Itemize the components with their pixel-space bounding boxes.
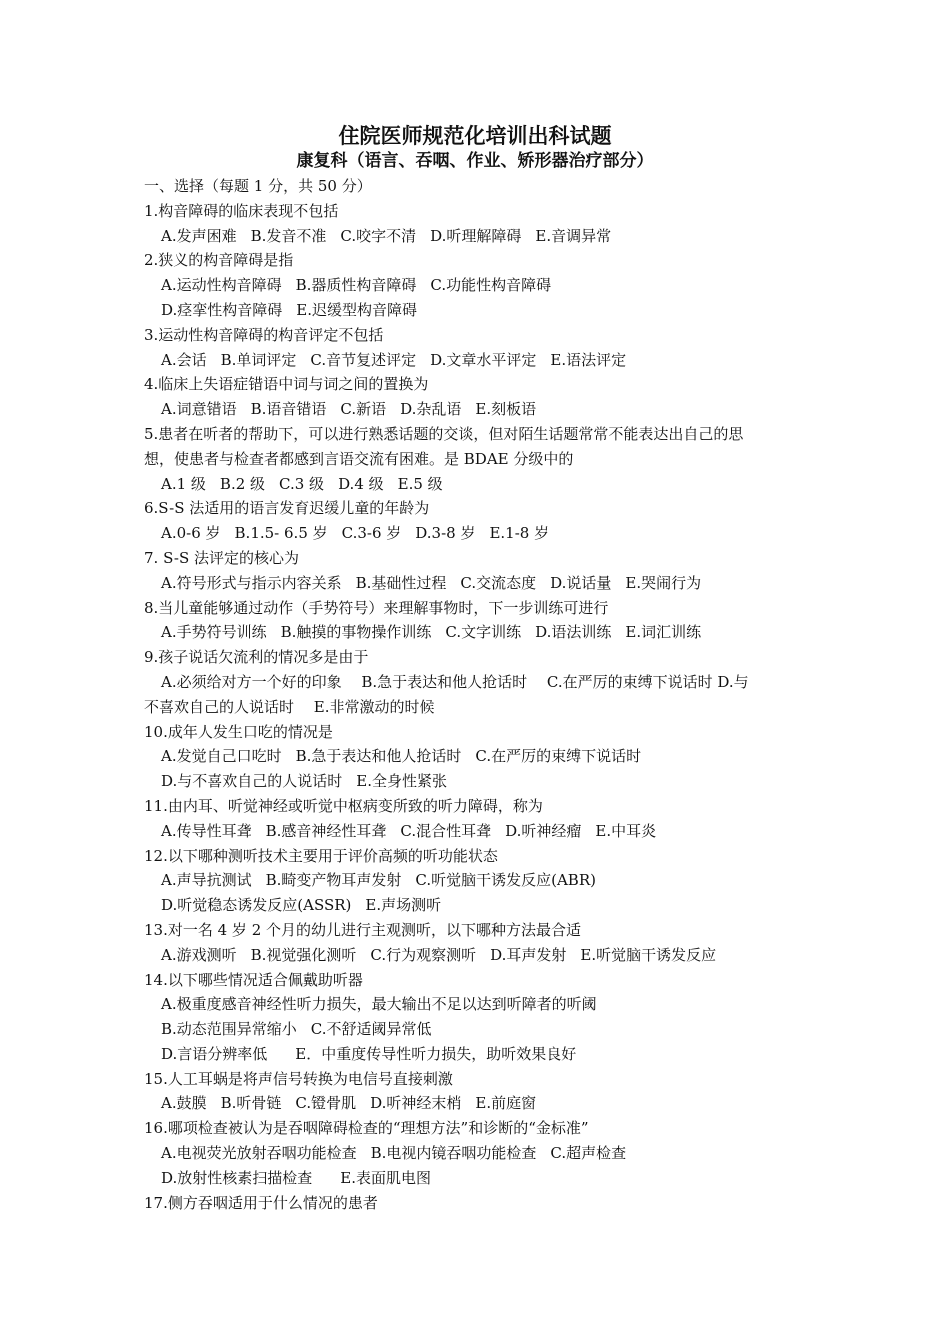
option: D.听觉稳态诱发反应(ASSR) bbox=[161, 896, 352, 915]
option: A.运动性构音障碍 bbox=[161, 276, 282, 295]
option: D.耳声发射 bbox=[490, 945, 567, 964]
option: B.发音不准 bbox=[250, 226, 327, 245]
option: D.语法训练 bbox=[535, 623, 612, 642]
section-heading: 一、选择（每题 1 分，共 50 分） bbox=[144, 177, 372, 195]
question-stem: 12.以下哪种测听技术主要用于评价高频的听功能状态 bbox=[144, 846, 498, 865]
option: D.说话量 bbox=[550, 573, 612, 592]
option-row bbox=[144, 273, 812, 298]
option: D.听神经瘤 bbox=[505, 821, 582, 840]
option: A.鼓膜 bbox=[161, 1094, 207, 1113]
option: B.视觉强化测听 bbox=[250, 945, 357, 964]
option: C.听觉脑干诱发反应(ABR) bbox=[415, 871, 596, 890]
option: D.放射性核素扫描检查 bbox=[161, 1168, 313, 1187]
option-row bbox=[144, 819, 812, 844]
question-stem: 14.以下哪些情况适合佩戴助听器 bbox=[144, 970, 363, 989]
option: E.听觉脑干诱发反应 bbox=[580, 945, 717, 964]
option: C.3 级 bbox=[279, 474, 325, 493]
option: B.基础性过程 bbox=[355, 573, 447, 592]
option: B.2 级 bbox=[219, 474, 266, 493]
option: C.交流态度 bbox=[460, 573, 537, 592]
option-row bbox=[144, 571, 812, 596]
option: B.电视内镜吞咽功能检查 bbox=[370, 1144, 537, 1163]
document-subtitle: 康复科（语言、吞咽、作业、矫形器治疗部分） bbox=[296, 151, 654, 171]
option-row bbox=[144, 472, 812, 497]
option-row: A.必须给对方一个好的印象 B.急于表达和他人抢话时 C.在严厉的束缚下说话时 D.与 bbox=[161, 672, 749, 691]
question-stem: 5.患者在听者的帮助下，可以进行熟悉话题的交谈，但对陌生话题常常不能表达出自己的思 bbox=[144, 424, 744, 443]
question-stem: 16.哪项检查被认为是吞咽障碍检查的“理想方法”和诊断的“金标准” bbox=[144, 1119, 589, 1138]
option-row bbox=[144, 1141, 812, 1166]
option: C.文字训练 bbox=[445, 623, 522, 642]
option: B.器质性构音障碍 bbox=[295, 276, 417, 295]
option-row: A.极重度感音神经性听力损失，最大输出不足以达到听障者的听阈 bbox=[161, 995, 597, 1014]
option-row bbox=[144, 769, 812, 794]
option: A.游戏测听 bbox=[161, 945, 237, 964]
question-stem: 2.狭义的构音障碍是指 bbox=[144, 251, 294, 270]
option: D.3-8 岁 bbox=[415, 524, 476, 543]
option: E.音调异常 bbox=[535, 226, 612, 245]
option-row-continued: 不喜欢自己的人说话时 E.非常激动的时候 bbox=[144, 697, 435, 716]
option: C.行为观察测听 bbox=[370, 945, 477, 964]
option: D.杂乱语 bbox=[400, 400, 462, 419]
option: C.音节复述评定 bbox=[310, 350, 417, 369]
option: D.文章水平评定 bbox=[430, 350, 537, 369]
option: A.电视荧光放射吞咽功能检查 bbox=[161, 1144, 357, 1163]
question-list bbox=[144, 174, 812, 1215]
option: A.手势符号训练 bbox=[161, 623, 267, 642]
question-stem: 13.对一名 4 岁 2 个月的幼儿进行主观测听，以下哪种方法最合适 bbox=[144, 920, 582, 939]
option-row bbox=[144, 620, 812, 645]
option: B.语音错语 bbox=[250, 400, 327, 419]
option: E.全身性紧张 bbox=[356, 772, 447, 791]
option: E.哭闹行为 bbox=[625, 573, 702, 592]
option-row bbox=[144, 397, 812, 422]
option: B.急于表达和他人抢话时 bbox=[295, 747, 462, 766]
option: D.听神经末梢 bbox=[370, 1094, 462, 1113]
option: D.言语分辨率低 bbox=[161, 1044, 268, 1063]
option: A.符号形式与指示内容关系 bbox=[161, 573, 342, 592]
option-row bbox=[144, 1166, 812, 1191]
option-row bbox=[144, 893, 812, 918]
option-row bbox=[144, 348, 812, 373]
option: A.0-6 岁 bbox=[161, 524, 221, 543]
option: E.语法评定 bbox=[550, 350, 627, 369]
question-stem: 6.S-S 法适用的语言发育迟缓儿童的年龄为 bbox=[144, 499, 430, 518]
option: B.1.5- 6.5 岁 bbox=[234, 524, 328, 543]
option: C.3-6 岁 bbox=[341, 524, 402, 543]
option: B.畸变产物耳声发射 bbox=[265, 871, 402, 890]
option: C.镫骨肌 bbox=[295, 1094, 357, 1113]
option: D.痉挛性构音障碍 bbox=[161, 300, 283, 319]
option: E.1-8 岁 bbox=[489, 524, 550, 543]
option-row bbox=[144, 943, 812, 968]
question-stem: 7. S-S 法评定的核心为 bbox=[144, 548, 300, 567]
question-stem: 3.运动性构音障碍的构音评定不包括 bbox=[144, 325, 384, 344]
option: A.会话 bbox=[161, 350, 207, 369]
option-row bbox=[144, 1017, 812, 1042]
option: E.表面肌电图 bbox=[340, 1168, 431, 1187]
option: A.发觉自己口吃时 bbox=[161, 747, 282, 766]
option-row bbox=[144, 298, 812, 323]
option-row bbox=[144, 521, 812, 546]
option: B.动态范围异常缩小 bbox=[161, 1020, 297, 1039]
question-stem-continued: 想，使患者与检查者都感到言语交流有困难。是 BDAE 分级中的 bbox=[144, 449, 574, 468]
option: C.新语 bbox=[340, 400, 387, 419]
option: E．中重度传导性听力损失，助听效果良好 bbox=[295, 1044, 577, 1063]
question-stem: 4.临床上失语症错语中词与词之间的置换为 bbox=[144, 375, 429, 394]
question-stem: 15.人工耳蜗是将声信号转换为电信号直接刺激 bbox=[144, 1069, 453, 1088]
option: C.功能性构音障碍 bbox=[430, 276, 552, 295]
option: C.超声检查 bbox=[550, 1144, 627, 1163]
option: A.词意错语 bbox=[161, 400, 237, 419]
option: E.声场测听 bbox=[365, 896, 442, 915]
document-title: 住院医师规范化培训出科试题 bbox=[338, 123, 612, 148]
option: E.词汇训练 bbox=[625, 623, 702, 642]
question-stem: 11.由内耳、听觉神经或听觉中枢病变所致的听力障碍，称为 bbox=[144, 796, 543, 815]
option: D.4 级 bbox=[338, 474, 384, 493]
option: C.咬字不清 bbox=[340, 226, 417, 245]
option-row bbox=[144, 1042, 812, 1067]
option: C.在严厉的束缚下说话时 bbox=[475, 747, 642, 766]
option: D.听理解障碍 bbox=[430, 226, 522, 245]
option: A.发声困难 bbox=[161, 226, 237, 245]
option: A.1 级 bbox=[161, 474, 206, 493]
option: E.刻板语 bbox=[475, 400, 537, 419]
option: B.触摸的事物操作训练 bbox=[280, 623, 432, 642]
option: A.声导抗测试 bbox=[161, 871, 252, 890]
option-row bbox=[144, 224, 812, 249]
option: E.前庭窗 bbox=[475, 1094, 537, 1113]
option-row bbox=[144, 744, 812, 769]
option: C.混合性耳聋 bbox=[400, 821, 492, 840]
option: D.与不喜欢自己的人说话时 bbox=[161, 772, 343, 791]
question-stem: 9.孩子说话欠流利的情况多是由于 bbox=[144, 648, 369, 667]
question-stem: 8.当儿童能够通过动作（手势符号）来理解事物时，下一步训练可进行 bbox=[144, 598, 609, 617]
question-stem: 10.成年人发生口吃的情况是 bbox=[144, 722, 333, 741]
option: E.迟缓型构音障碍 bbox=[296, 300, 417, 319]
option: B.单词评定 bbox=[220, 350, 297, 369]
option: B.听骨链 bbox=[220, 1094, 282, 1113]
question-stem: 1.构音障碍的临床表现不包括 bbox=[144, 201, 339, 220]
option: E.中耳炎 bbox=[595, 821, 657, 840]
option-row bbox=[144, 1091, 812, 1116]
option: C.不舒适阈异常低 bbox=[310, 1020, 432, 1039]
question-stem: 17.侧方吞咽适用于什么情况的患者 bbox=[144, 1193, 378, 1212]
option: E.5 级 bbox=[397, 474, 443, 493]
option-row bbox=[144, 868, 812, 893]
option: A.传导性耳聋 bbox=[161, 821, 252, 840]
option: B.感音神经性耳聋 bbox=[265, 821, 387, 840]
